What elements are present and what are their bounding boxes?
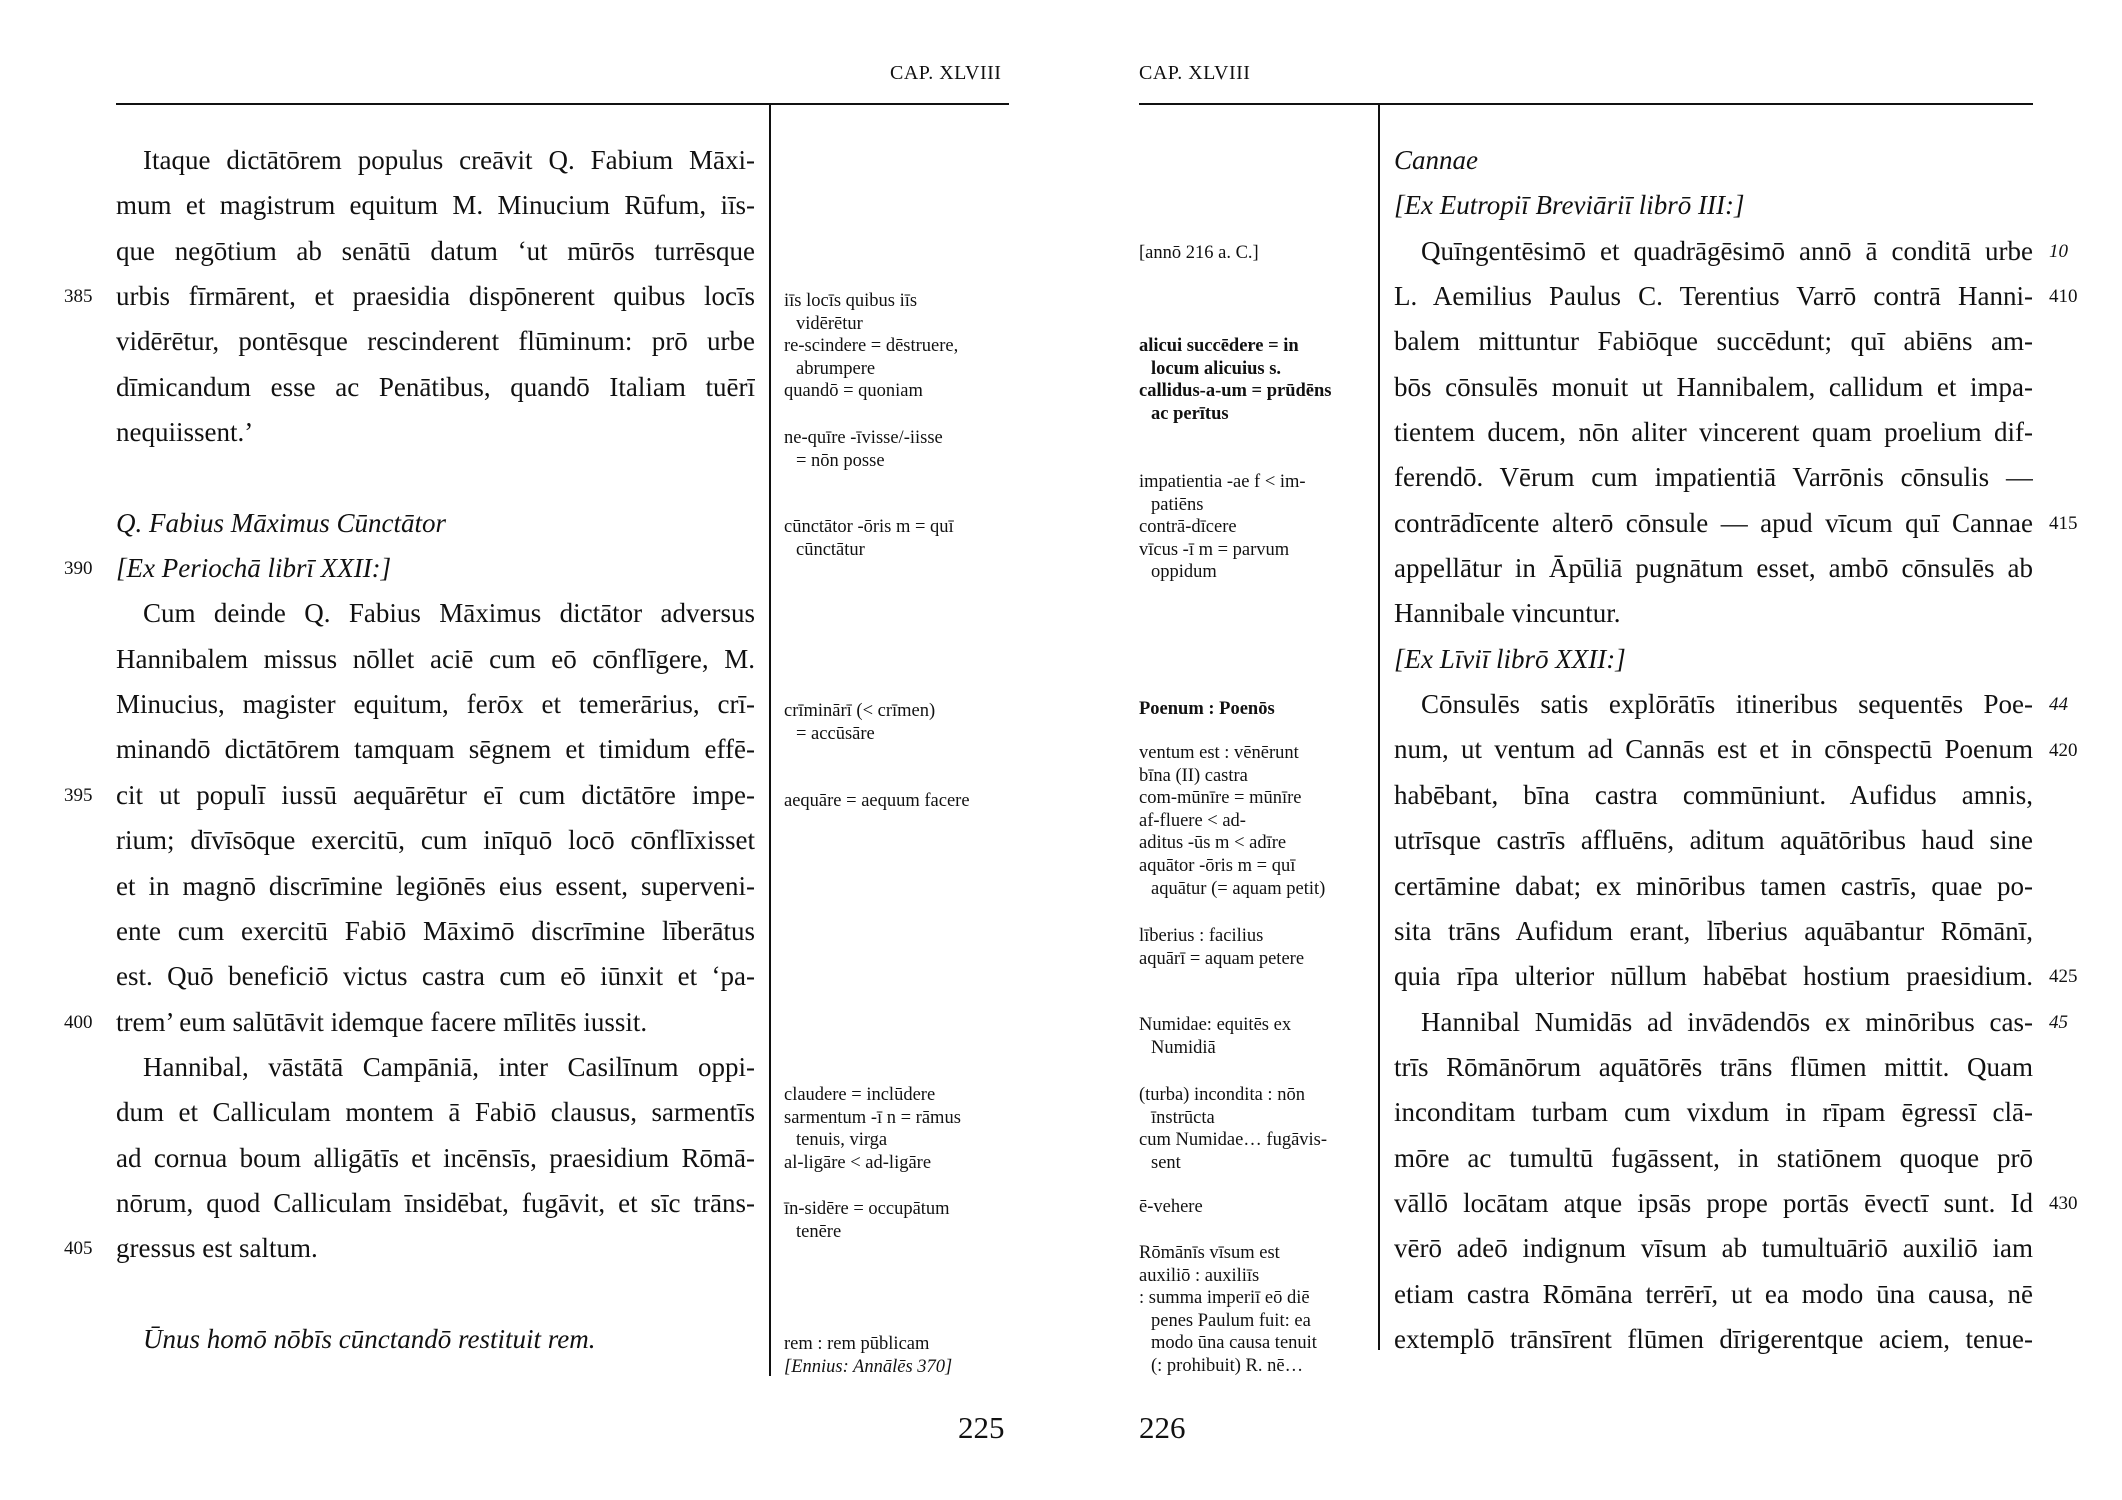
note-line: vidērētur	[796, 313, 863, 334]
text-line: Quīngentēsimō et quadrāgēsimō annō ā conditā urbe	[1421, 235, 2033, 266]
left-main-text	[116, 138, 755, 1362]
note-line: Rōmānīs vīsum est	[1139, 1243, 1280, 1263]
line-number: 415	[2049, 513, 2078, 534]
margin-note	[784, 790, 970, 813]
note-line: : summa imperiī eō diē	[1139, 1288, 1310, 1309]
note-line: tenēre	[796, 1221, 842, 1242]
note-line: īnstrūcta	[1151, 1107, 1215, 1128]
text-line: ad cornua boum alligātīs et incēnsīs, praesidium Rōmā-	[116, 1142, 755, 1173]
margin-note	[784, 516, 954, 561]
text-line: que negōtium ab senātū datum ‘ut mūrōs turrēsque	[116, 235, 755, 266]
margin-note	[1139, 1014, 1291, 1059]
text-line: Minucius, magister equitum, ferōx et temerārius, crī-	[116, 689, 755, 720]
note-line: Numidiā	[1151, 1037, 1216, 1058]
line-number: 400	[64, 1012, 93, 1033]
margin-note	[1139, 1084, 1327, 1174]
line-number: 430	[2049, 1193, 2078, 1214]
note-line: = accūsāre	[796, 723, 875, 744]
margin-note	[1139, 1196, 1203, 1219]
text-line: appellātur in Āpūliā pugnātum esset, ambō cōnsulēs ab	[1394, 553, 2033, 584]
left-header-rule	[116, 103, 1009, 105]
note-line: abrumpere	[796, 358, 876, 379]
blank-line	[116, 1272, 755, 1317]
text-line: mōre ac tumultū fugāssent, in statiōnem quoque prō	[1394, 1142, 2033, 1173]
text-line: trīs Rōmānōrum aquātōrēs trāns flūmen mittit. Quam	[1394, 1051, 2033, 1082]
text-line: etiam castra Rōmāna terrērī, ut ea modo ūna causa, nē	[1394, 1278, 2033, 1309]
note-line: modo ūna causa tenuit	[1151, 1333, 1317, 1354]
note-line: re-scindere = dēstruere,	[784, 336, 959, 357]
margin-note	[784, 1333, 952, 1378]
text-line: balem mittuntur Fabiōque succēdunt; quī abiēns am-	[1394, 326, 2033, 357]
right-running-header: CAP. XLVIII	[1139, 62, 1251, 84]
margin-note	[1139, 742, 1325, 900]
text-line: bōs cōnsulēs monuit ut Hannibalem, callidum et impa-	[1394, 371, 2033, 402]
note-line: locum alicuius s.	[1151, 358, 1282, 379]
margin-note	[1139, 471, 1306, 584]
note-line: oppidum	[1151, 562, 1217, 583]
text-line: ente cum exercitū Fabiō Māximō discrīmine līberātus	[116, 915, 755, 946]
note-line: impatientia -ae f < im-	[1139, 472, 1306, 492]
blank-line	[116, 455, 755, 500]
margin-note	[784, 1084, 961, 1174]
margin-note	[784, 700, 935, 745]
right-header-rule	[1139, 103, 2033, 105]
section-heading: Cannae	[1394, 145, 1478, 175]
note-line: ne-quīre -īvisse/-iisse	[784, 428, 943, 448]
quotation-line: Ūnus homō nōbīs cūnctandō restituit rem.	[143, 1323, 596, 1354]
text-line: certāmine dabat; ex minōribus tamen castrīs, quae po-	[1394, 870, 2033, 901]
text-line: vāllō locātam atque ipsās prope portās ēvectī sunt. Id	[1394, 1187, 2033, 1218]
text-line: tientem ducem, nōn aliter vincerent quam proelium dif-	[1394, 417, 2033, 448]
note-line: penes Paulum fuit: ea	[1151, 1310, 1311, 1331]
note-line: cum Numidae… fugāvis-	[1139, 1130, 1328, 1151]
note-line: vīcus -ī m = parvum	[1139, 539, 1290, 560]
text-line: Hannibal, vāstātā Campāniā, inter Casilīnum oppi-	[143, 1051, 755, 1082]
margin-note	[1139, 925, 1304, 970]
line-number: 405	[64, 1238, 93, 1259]
line-number: 410	[2049, 286, 2078, 307]
text-line: nōrum, quod Calliculam īnsidēbat, fugāvit, et sīc trāns-	[116, 1187, 755, 1218]
margin-note	[784, 290, 958, 403]
text-line: sita trāns Aufidum erant, līberius aquābantur Rōmānī,	[1394, 915, 2033, 946]
note-line: ac perītus	[1151, 403, 1229, 424]
note-line: Numidae: equitēs ex	[1139, 1015, 1292, 1035]
line-number: 385	[64, 286, 93, 307]
margin-note	[1139, 335, 1332, 425]
margin-note	[1139, 1242, 1317, 1378]
note-line: al-ligāre < ad-ligāre	[784, 1152, 932, 1173]
source-heading: [Ex Eutropiī Breviāriī librō III:]	[1394, 190, 1745, 221]
text-line: est. Quō beneficiō victus castra cum eō iūnxit et ‘pa-	[116, 961, 755, 992]
chapter-number: 10	[2049, 241, 2068, 262]
text-line: urbis fīrmārent, et praesidia dispōnerent quibus locīs	[116, 281, 755, 312]
text-line: vērō adeō indignum vīsum ab tumultuāriō auxiliō iam	[1394, 1233, 2033, 1264]
note-line: Poenum : Poenōs	[1139, 699, 1275, 719]
source-heading: [Ex Līviī librō XXII:]	[1394, 643, 1626, 674]
chapter-number: 45	[2049, 1012, 2068, 1033]
margin-note	[1139, 698, 1275, 721]
line-number: 390	[64, 558, 93, 579]
left-running-header: CAP. XLVIII	[890, 62, 1002, 84]
note-line: auxiliō : auxiliīs	[1139, 1265, 1260, 1286]
note-citation: [Ennius: Annālēs 370]	[784, 1356, 953, 1377]
note-line: callidus-a-um = prūdēns	[1139, 381, 1332, 402]
text-line: num, ut ventum ad Cannās est et in cōnspectū Poenum	[1394, 734, 2033, 765]
note-line: cūnctātur	[796, 539, 865, 560]
text-line: vidērētur, pontēsque rescinderent flūminum: prō urbe	[116, 326, 755, 357]
note-line: claudere = inclūdere	[784, 1085, 936, 1105]
note-line: rem : rem pūblicam	[784, 1334, 930, 1354]
text-line: Cum deinde Q. Fabius Māximus dictātor adversus	[143, 598, 755, 629]
note-line: patiēns	[1151, 494, 1204, 515]
note-line: aquārī = aquam petere	[1139, 948, 1305, 969]
text-line: dum et Calliculam montem ā Fabiō clausus, sarmentīs	[116, 1097, 755, 1128]
margin-note	[1139, 242, 1259, 265]
text-line: minandō dictātōrem tamquam sēgnem et timidum effē-	[116, 734, 755, 765]
text-line: extemplō trānsīrent flūmen dīrigerentque aciem, tenue-	[1394, 1323, 2033, 1354]
note-line: īn-sidēre = occupātum	[784, 1199, 950, 1219]
note-line: sarmentum -ī n = rāmus	[784, 1107, 961, 1128]
note-line: [annō 216 a. C.]	[1139, 243, 1259, 263]
note-line: tenuis, virga	[796, 1130, 888, 1151]
text-line: gressus est saltum.	[116, 1233, 318, 1264]
note-line: ē-vehere	[1139, 1197, 1203, 1217]
note-line: aequāre = aequum facere	[784, 791, 970, 811]
margin-note	[784, 427, 943, 472]
text-line: et in magnō discrīmine legiōnēs eius essent, superveni-	[116, 870, 755, 901]
text-line: Hannibal Numidās ad invādendōs ex minōribus cas-	[1421, 1006, 2033, 1037]
note-line: quandō = quoniam	[784, 381, 923, 402]
text-line: cit ut populī iussū aequārētur eī cum dictātōre impe-	[116, 779, 755, 810]
page-number: 226	[1139, 1410, 1186, 1445]
note-line: sent	[1151, 1152, 1181, 1173]
note-line: iīs locīs quibus iīs	[784, 291, 918, 311]
line-number: 395	[64, 785, 93, 806]
note-line: cūnctātor -ōris m = quī	[784, 517, 954, 537]
line-number: 425	[2049, 966, 2078, 987]
text-line: inconditam turbam cum vixdum in rīpam ēgressī clā-	[1394, 1097, 2033, 1128]
line-number: 420	[2049, 740, 2078, 761]
right-main-text	[1394, 138, 2033, 1362]
note-line: = nōn posse	[796, 450, 885, 471]
text-line: utrīsque castrīs affluēns, aditum aquātōribus haud sine	[1394, 825, 2033, 856]
right-column-divider	[1378, 104, 1380, 1350]
note-line: (turba) incondita : nōn	[1139, 1085, 1305, 1105]
note-line: līberius : facilius	[1139, 926, 1264, 946]
text-line: rium; dīvīsōque exercitū, cum inīquō locō cōnflīxisset	[116, 825, 755, 856]
text-line: Itaque dictātōrem populus creāvit Q. Fabium Māxi-	[143, 145, 755, 175]
text-line: contrādīcente alterō cōnsule — apud vīcum quī Cannae	[1394, 507, 2033, 538]
note-line: aquātor -ōris m = quī	[1139, 855, 1296, 876]
text-line: nequiissent.’	[116, 417, 254, 448]
note-line: af-fluere < ad-	[1139, 810, 1246, 831]
note-line: alicui succēdere = in	[1139, 336, 1299, 356]
text-line: mum et magistrum equitum M. Minucium Rūfum, iīs-	[116, 190, 755, 221]
source-heading: [Ex Periochā librī XXII:]	[116, 553, 392, 584]
note-line: bīna (II) castra	[1139, 765, 1248, 786]
text-line: ferendō. Vērum cum impatientiā Varrōnis cōnsulis —	[1394, 462, 2033, 493]
text-line: L. Aemilius Paulus C. Terentius Varrō contrā Hanni-	[1394, 281, 2033, 312]
margin-note	[784, 1198, 950, 1243]
text-line: Hannibalem missus nōllet aciē cum eō cōnflīgere, M.	[116, 643, 755, 674]
text-line: quia rīpa ulterior nūllum habēbat hostium praesidium.	[1394, 961, 2033, 992]
chapter-number: 44	[2049, 694, 2068, 715]
note-line: aditus -ūs m < adīre	[1139, 833, 1287, 854]
note-line: com-mūnīre = mūnīre	[1139, 788, 1302, 809]
note-line: ventum est : vēnērunt	[1139, 743, 1299, 763]
note-line: crīminārī (< crīmen)	[784, 701, 936, 721]
note-line: (: prohibuit) R. nē…	[1151, 1355, 1304, 1376]
page-number: 225	[958, 1410, 1005, 1445]
section-heading: Q. Fabius Māximus Cūnctātor	[116, 507, 446, 538]
note-line: contrā-dīcere	[1139, 517, 1237, 538]
note-line: aquātur (= aquam petit)	[1151, 878, 1326, 899]
text-line: habēbant, bīna castra commūniunt. Aufidus amnis,	[1394, 779, 2033, 810]
text-line: Hannibale vincuntur.	[1394, 598, 1621, 629]
text-line: Cōnsulēs satis explōrātīs itineribus sequentēs Poe-	[1421, 689, 2033, 720]
left-column-divider	[769, 104, 771, 1376]
text-line: trem’ eum salūtāvit idemque facere mīlitēs iussit.	[116, 1006, 648, 1037]
text-line: dīmicandum esse ac Penātibus, quandō Italiam tuērī	[116, 371, 755, 402]
